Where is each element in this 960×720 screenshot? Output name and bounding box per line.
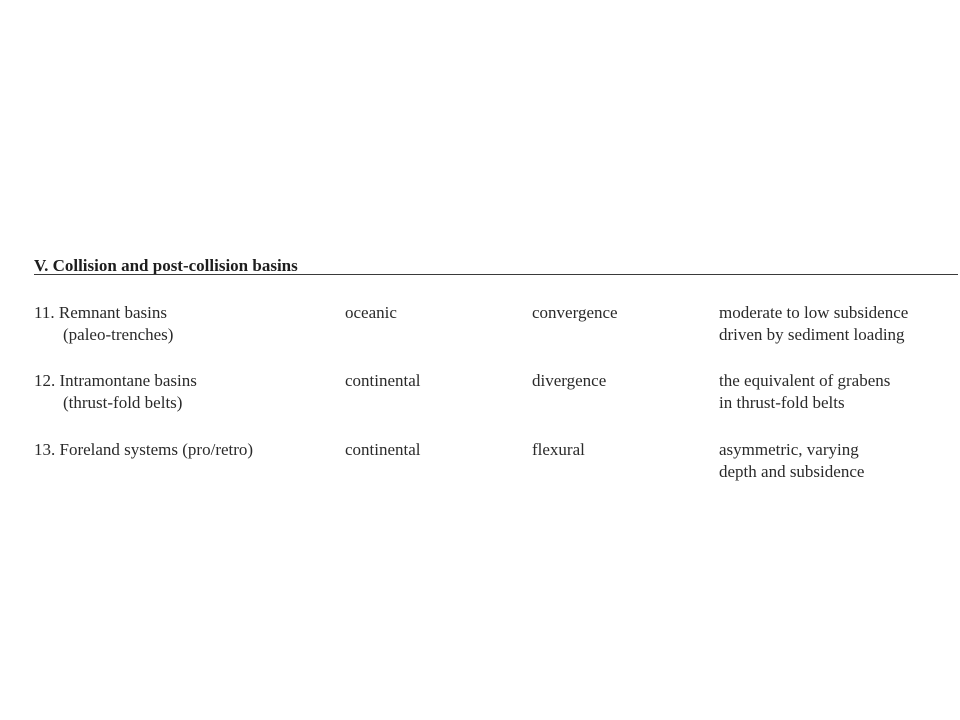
tectonic-setting: convergence (532, 303, 618, 322)
remarks-line: the equivalent of grabens (719, 371, 891, 390)
basin-name: 13. Foreland systems (pro/retro) (34, 440, 254, 459)
basin-name: 12. Intramontane basins (34, 371, 197, 390)
basin-name-sub: (paleo-trenches) (63, 325, 174, 344)
crust-type: continental (345, 440, 421, 459)
remarks-cell (719, 439, 864, 483)
crust-type: oceanic (345, 303, 397, 322)
remarks-line: moderate to low subsidence (719, 303, 909, 322)
section-title-rule (34, 274, 958, 275)
crust-type: continental (345, 371, 421, 390)
basin-name-cell (34, 302, 173, 346)
basin-name-cell (34, 370, 197, 414)
remarks-line: depth and subsidence (719, 462, 865, 481)
basin-name-cell (34, 439, 253, 461)
tectonic-setting: flexural (532, 440, 585, 459)
basin-row-12 (0, 370, 960, 414)
remarks-line: in thrust-fold belts (719, 393, 845, 412)
tectonic-setting: divergence (532, 371, 607, 390)
remarks-cell (719, 302, 908, 346)
remarks-line: driven by sediment loading (719, 325, 905, 344)
basin-name-sub: (thrust-fold belts) (63, 393, 183, 412)
remarks-line: asymmetric, varying (719, 440, 859, 459)
remarks-cell (719, 370, 890, 414)
section-title: V. Collision and post-collision basins (34, 256, 298, 275)
basin-row-11 (0, 302, 960, 346)
basin-name: 11. Remnant basins (34, 303, 167, 322)
basin-row-13 (0, 439, 960, 483)
